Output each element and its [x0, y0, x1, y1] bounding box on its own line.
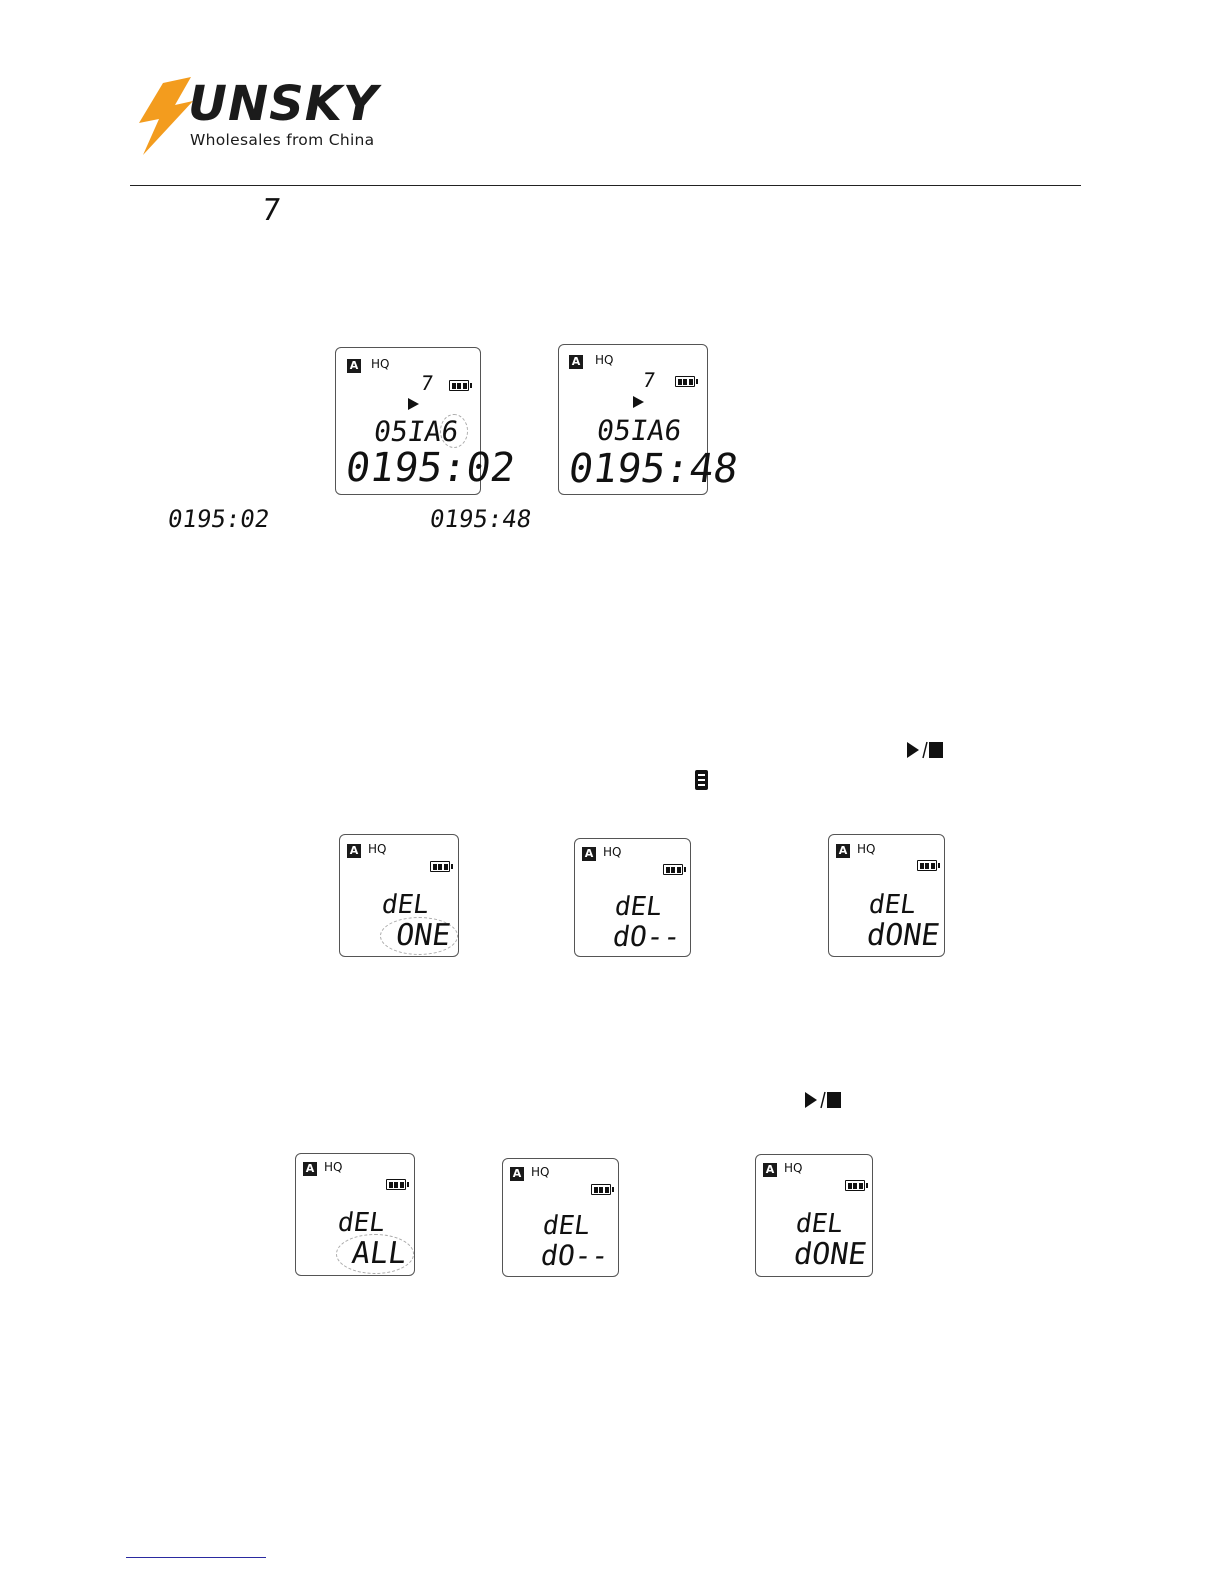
lcd-play-screen-2	[558, 344, 741, 495]
battery-icon	[845, 1180, 865, 1191]
lcd-delete-one-1	[339, 834, 459, 957]
play-icon	[408, 398, 419, 410]
battery-icon	[591, 1184, 611, 1195]
line-1: dEL	[612, 892, 665, 922]
file-code: 05IA6	[594, 414, 684, 447]
logo-wordmark: UNSKY	[188, 76, 379, 132]
battery-icon	[449, 380, 469, 391]
track-number: 7	[419, 371, 435, 395]
line-2: ALL	[349, 1236, 409, 1271]
mode-a-icon: A	[510, 1167, 524, 1181]
track-number-symbol: 7	[259, 193, 283, 228]
line-2: dO--	[610, 920, 683, 953]
play-icon	[633, 396, 644, 408]
quality-label: HQ	[784, 1161, 803, 1175]
line-2: dONE	[791, 1237, 869, 1272]
line-1: dEL	[866, 890, 919, 920]
lcd-delete-one-2	[574, 838, 691, 957]
mode-a-icon: A	[569, 355, 583, 369]
line-1: dEL	[335, 1208, 388, 1238]
lcd-delete-all-2	[502, 1158, 619, 1277]
quality-label: HQ	[371, 357, 390, 371]
mode-a-icon: A	[347, 359, 361, 373]
file-code: 05IA6	[371, 415, 461, 448]
line-2: ONE	[393, 918, 453, 953]
line-1: dEL	[379, 890, 432, 920]
line-1: dEL	[793, 1209, 846, 1239]
battery-icon	[917, 860, 937, 871]
mode-a-icon: A	[347, 844, 361, 858]
play-stop-icon	[803, 1090, 841, 1110]
mode-a-icon: A	[582, 847, 596, 861]
blink-indicator	[440, 414, 468, 448]
inline-time-1: 0195:02	[166, 505, 272, 533]
battery-icon	[430, 861, 450, 872]
quality-label: HQ	[595, 353, 614, 367]
lcd-delete-all-3	[755, 1154, 873, 1277]
line-2: dO--	[538, 1239, 611, 1272]
inline-time-2: 0195:48	[428, 505, 534, 533]
battery-icon	[386, 1179, 406, 1190]
logo-tagline: Wholesales from China	[190, 131, 375, 149]
quality-label: HQ	[368, 842, 387, 856]
quality-label: HQ	[324, 1160, 343, 1174]
menu-icon	[695, 770, 708, 790]
track-number: 7	[641, 368, 657, 392]
quality-label: HQ	[857, 842, 876, 856]
footer-link-underline[interactable]	[126, 1557, 266, 1558]
time-readout: 0195:48	[565, 446, 741, 492]
battery-icon	[663, 864, 683, 875]
lcd-play-screen-1	[335, 347, 518, 495]
line-2: dONE	[864, 918, 942, 953]
line-1: dEL	[540, 1211, 593, 1241]
mode-a-icon: A	[836, 844, 850, 858]
mode-a-icon: A	[763, 1163, 777, 1177]
header-divider	[130, 185, 1081, 186]
time-readout: 0195:02	[342, 445, 518, 491]
play-stop-icon	[905, 740, 943, 760]
quality-label: HQ	[531, 1165, 550, 1179]
quality-label: HQ	[603, 845, 622, 859]
lcd-delete-one-3	[828, 834, 945, 957]
battery-icon	[675, 376, 695, 387]
lcd-delete-all-1	[295, 1153, 415, 1276]
mode-a-icon: A	[303, 1162, 317, 1176]
